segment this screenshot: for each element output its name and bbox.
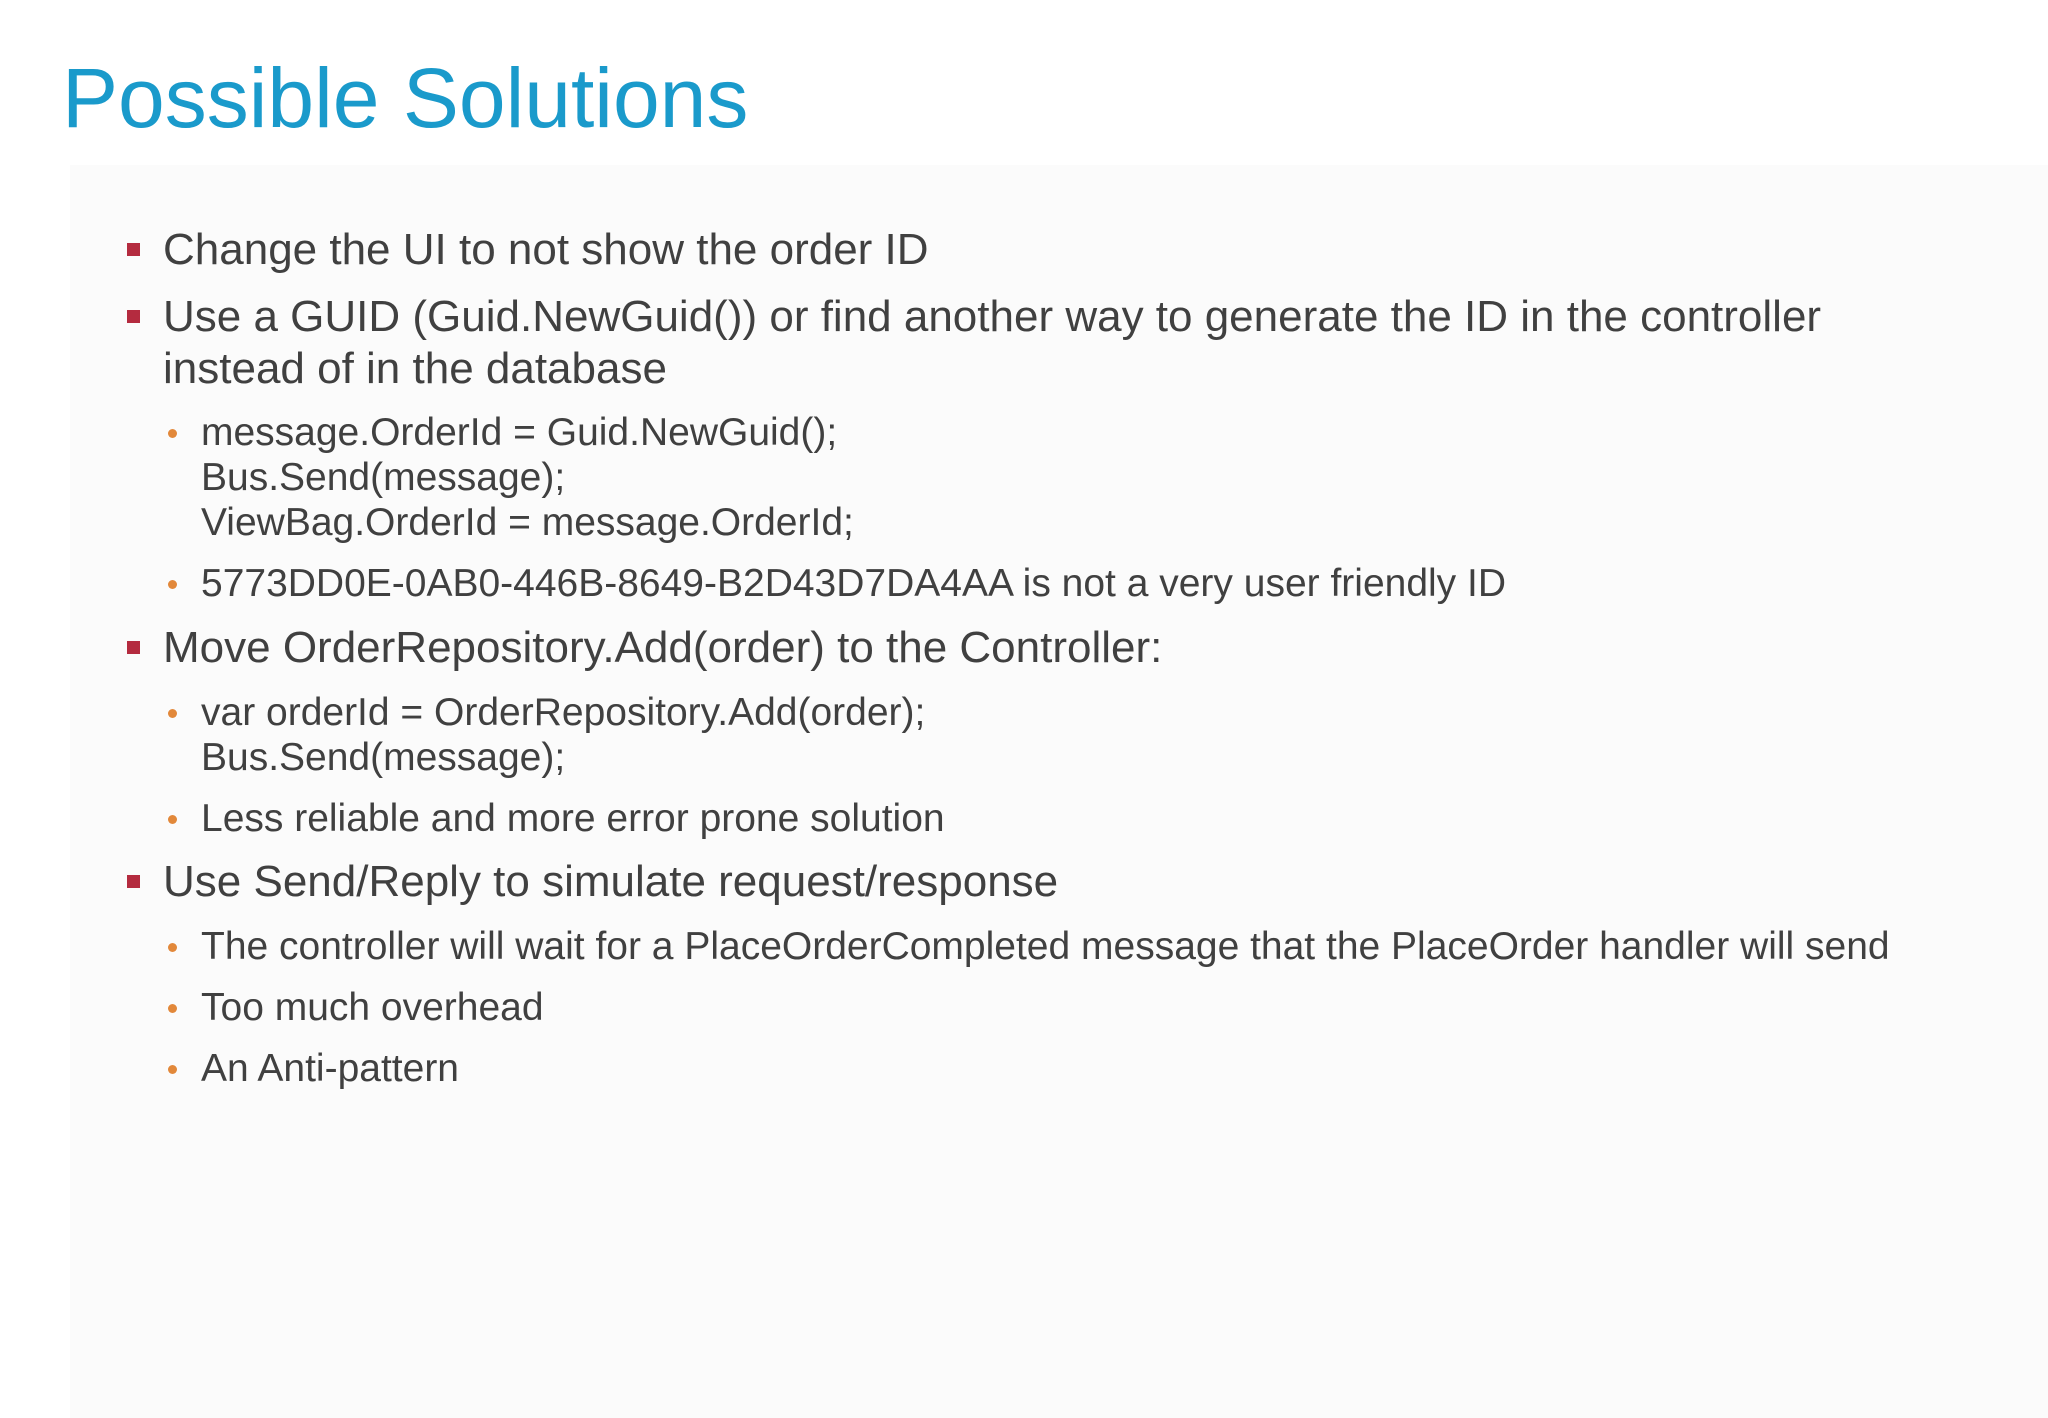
sub-bullet-item	[201, 690, 925, 780]
round-bullet-icon	[168, 1065, 177, 1074]
round-bullet-icon	[168, 580, 177, 589]
code-line: var orderId = OrderRepository.Add(order);	[201, 691, 926, 734]
sub-bullet-text: Too much overhead	[201, 986, 544, 1029]
bullet-item	[163, 224, 929, 276]
round-bullet-icon	[168, 943, 177, 952]
bullet-text: Use a GUID (Guid.NewGuid()) or find another way to generate the ID in the controller	[163, 292, 1822, 341]
square-bullet-icon	[127, 641, 140, 654]
bullet-item	[163, 622, 1162, 674]
bullet-item	[163, 856, 1058, 908]
sub-bullet-text: Less reliable and more error prone solution	[201, 797, 945, 840]
code-line: ViewBag.OrderId = message.OrderId;	[201, 501, 854, 544]
sub-bullet-text: 5773DD0E-0AB0-446B-8649-B2D43D7DA4AA is not a very user friendly ID	[201, 562, 1507, 605]
sub-bullet-item	[201, 796, 945, 841]
round-bullet-icon	[168, 429, 177, 438]
round-bullet-icon	[168, 709, 177, 718]
code-line: Bus.Send(message);	[201, 736, 566, 779]
square-bullet-icon	[127, 243, 140, 256]
round-bullet-icon	[168, 815, 177, 824]
sub-bullet-text: The controller will wait for a PlaceOrderCompleted message that the PlaceOrder handler will send	[201, 925, 1890, 968]
bullet-text: Move OrderRepository.Add(order) to the Controller:	[163, 623, 1163, 672]
round-bullet-icon	[168, 1004, 177, 1013]
sub-bullet-text: An Anti-pattern	[201, 1047, 459, 1090]
square-bullet-icon	[127, 310, 140, 323]
sub-bullet-item	[201, 561, 1506, 606]
sub-bullet-item	[201, 410, 854, 545]
sub-bullet-item	[201, 924, 1890, 969]
bullet-item	[163, 291, 1821, 395]
bullet-text: Use Send/Reply to simulate request/response	[163, 857, 1059, 906]
bullet-text: Change the UI to not show the order ID	[163, 225, 929, 274]
code-line: Bus.Send(message);	[201, 456, 566, 499]
sub-bullet-item	[201, 985, 544, 1030]
sub-bullet-item	[201, 1046, 459, 1091]
slide-title: Possible Solutions	[62, 51, 749, 145]
square-bullet-icon	[127, 875, 140, 888]
code-line: message.OrderId = Guid.NewGuid();	[201, 411, 838, 454]
bullet-text: instead of in the database	[163, 344, 667, 393]
